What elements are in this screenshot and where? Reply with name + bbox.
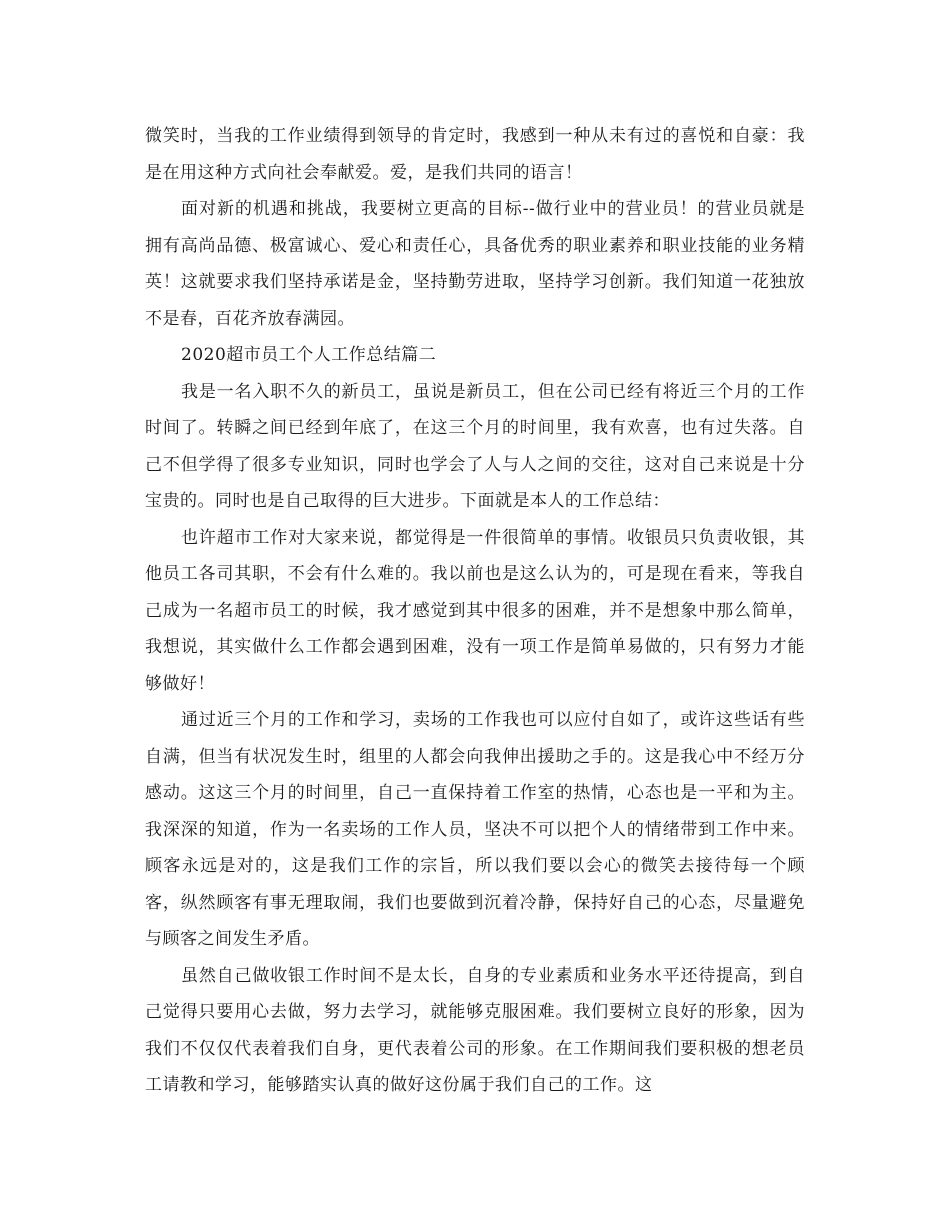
paragraph-difficulty: 也许超市工作对大家来说，都觉得是一件很简单的事情。收银员只负责收银，其他员工各司其职，不会有什么难的。我以前也是这么认为的，可是现在看来，等我自己成为一名超市员工的时候，我才感觉到其中很多的困难，并不是想象中那么简单，我想说，其实做什么工作都会遇到困难，没有一项工作是简单易做的，只有努力才能够做好！ — [145, 527, 805, 694]
paragraph-experience: 通过近三个月的工作和学习，卖场的工作我也可以应付自如了，或许这些话有些自满，但当有状况发生时，组里的人都会向我伸出援助之手的。这是我心中不经万分感动。这这三个月的时间里，自己一直保持着工作室的热情，心态也是一平和为主。我深深的知道，作为一名卖场的工作人员，坚决不可以把个人的情绪带到工作中来。顾客永远是对的，这是我们工作的宗旨，所以我们要以会心的微笑去接待每一个顾客，纵然顾客有事无理取闹，我们也要做到沉着冷静，保持好自己的心态，尽量避免与顾客之间发生矛盾。 — [145, 710, 805, 949]
section-heading: 2020超市员工个人工作总结篇二 — [181, 345, 437, 365]
document-body — [145, 118, 805, 1104]
paragraph-intro: 我是一名入职不久的新员工，虽说是新员工，但在公司已经有将近三个月的工作时间了。转瞬之间已经到年底了，在这三个月的时间里，我有欢喜，也有过失落。自己不但学得了很多专业知识，同时也学会了人与人之间的交往，这对自己来说是十分宝贵的。同时也是自己取得的巨大进步。下面就是本人的工作总结： — [145, 381, 805, 511]
paragraph-goal: 面对新的机遇和挑战，我要树立更高的目标--做行业中的营业员！的营业员就是拥有高尚品德、极富诚心、爱心和责任心，具备优秀的职业素养和职业技能的业务精英！这就要求我们坚持承诺是金，坚持勤劳进取，坚持学习创新。我们知道一花独放不是春，百花齐放春满园。 — [145, 199, 805, 329]
paragraph-continued: 微笑时，当我的工作业绩得到领导的肯定时，我感到一种从未有过的喜悦和自豪：我是在用这种方式向社会奉献爱。爱，是我们共同的语言！ — [145, 126, 805, 183]
paragraph-improve: 虽然自己做收银工作时间不是太长，自身的专业素质和业务水平还待提高，到自己觉得只要用心去做，努力去学习，就能够克服困难。我们要树立良好的形象，因为我们不仅仅代表着我们自身，更代表着公司的形象。在工作期间我们要积极的想老员工请教和学习，能够踏实认真的做好这份属于我们自己的工作。这 — [145, 965, 805, 1095]
